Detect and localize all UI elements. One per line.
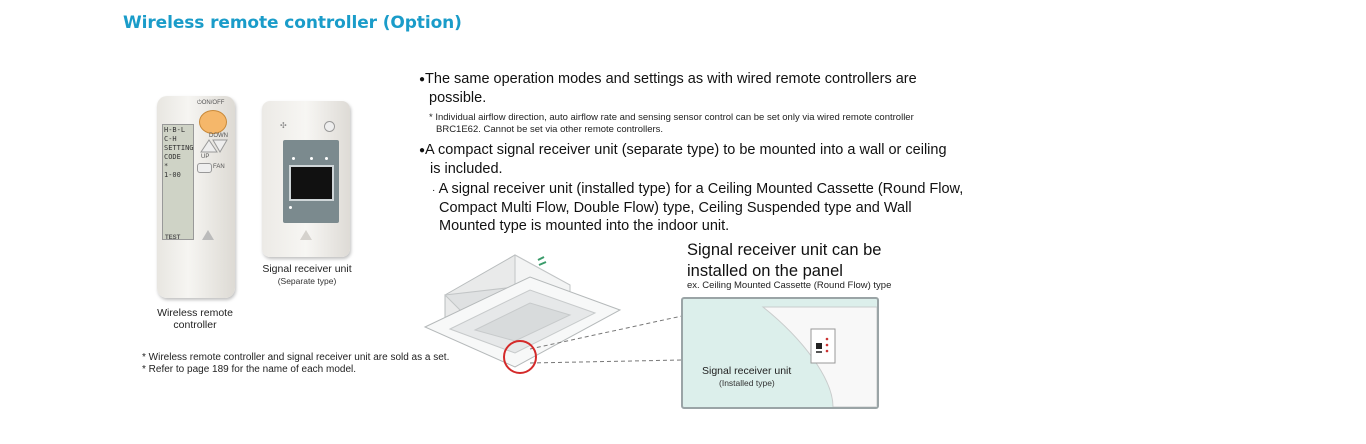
bullet-1: ●The same operation modes and settings as with wired remote controllers are	[419, 71, 917, 87]
indicator-light	[310, 157, 313, 160]
remote-lcd: H-B-L C-H SETTING CODE * 1-00	[162, 124, 194, 240]
wireless-remote-image	[157, 96, 235, 298]
indicator-light	[289, 206, 292, 209]
sub-bullet-line2: Compact Multi Flow, Double Flow) type, Ceiling Suspended type and Wall	[439, 200, 912, 216]
note-1-line1: * Individual airflow direction, auto airflow rate and sensing sensor control can be set only via wired remote controller	[429, 112, 914, 123]
fan-label: FAN	[213, 164, 225, 170]
sub-bullet-line3: Mounted type is mounted into the indoor unit.	[439, 218, 730, 234]
daikin-logo-icon	[201, 229, 215, 241]
bullet-2-cont: is included.	[430, 161, 503, 177]
receiver-button-graphic	[324, 121, 335, 132]
receiver-sensor-window	[289, 165, 334, 201]
section-heading: Wireless remote controller (Option)	[123, 13, 462, 33]
installed-receiver-inset	[681, 297, 879, 409]
footnote-1: * Wireless remote controller and signal receiver unit are sold as a set.	[142, 352, 450, 363]
callout-line1: Signal receiver unit can be	[687, 241, 882, 259]
test-label: TEST	[165, 235, 181, 241]
indicator-light	[325, 157, 328, 160]
note-1-line2: BRC1E62. Cannot be set via other remote controllers.	[436, 124, 664, 135]
onoff-button-graphic	[199, 110, 227, 134]
receiver-caption: Signal receiver unit (Separate type)	[262, 263, 352, 286]
receiver-panel	[283, 140, 339, 223]
bullet-1-cont: possible.	[429, 90, 487, 106]
sub-bullet-line1: · A signal receiver unit (installed type) for a Ceiling Mounted Cassette (Round Flow,	[432, 181, 964, 197]
inset-sublabel: (Installed type)	[719, 378, 775, 388]
panel-corner-graphic	[683, 299, 877, 407]
bullet-2: ●A compact signal receiver unit (separate type) to be mounted into a wall or ceiling	[419, 142, 947, 158]
daikin-logo-icon	[299, 229, 313, 241]
arrow-buttons-icon	[199, 138, 229, 154]
airflow-icon: ✣	[280, 121, 287, 130]
down-label: DOWN	[209, 133, 228, 139]
footnote-2: * Refer to page 189 for the name of each model.	[142, 364, 357, 375]
remote-caption: Wireless remote controller	[157, 307, 233, 331]
fan-button-graphic	[197, 163, 212, 173]
onoff-label: ⏻ON/OFF	[197, 100, 225, 106]
up-label: UP	[201, 154, 210, 160]
callout-example: ex. Ceiling Mounted Cassette (Round Flow) type	[687, 280, 892, 291]
inset-label: Signal receiver unit	[702, 365, 792, 377]
indicator-light	[292, 157, 295, 160]
callout-line2: installed on the panel	[687, 262, 843, 280]
signal-receiver-image	[262, 101, 350, 257]
